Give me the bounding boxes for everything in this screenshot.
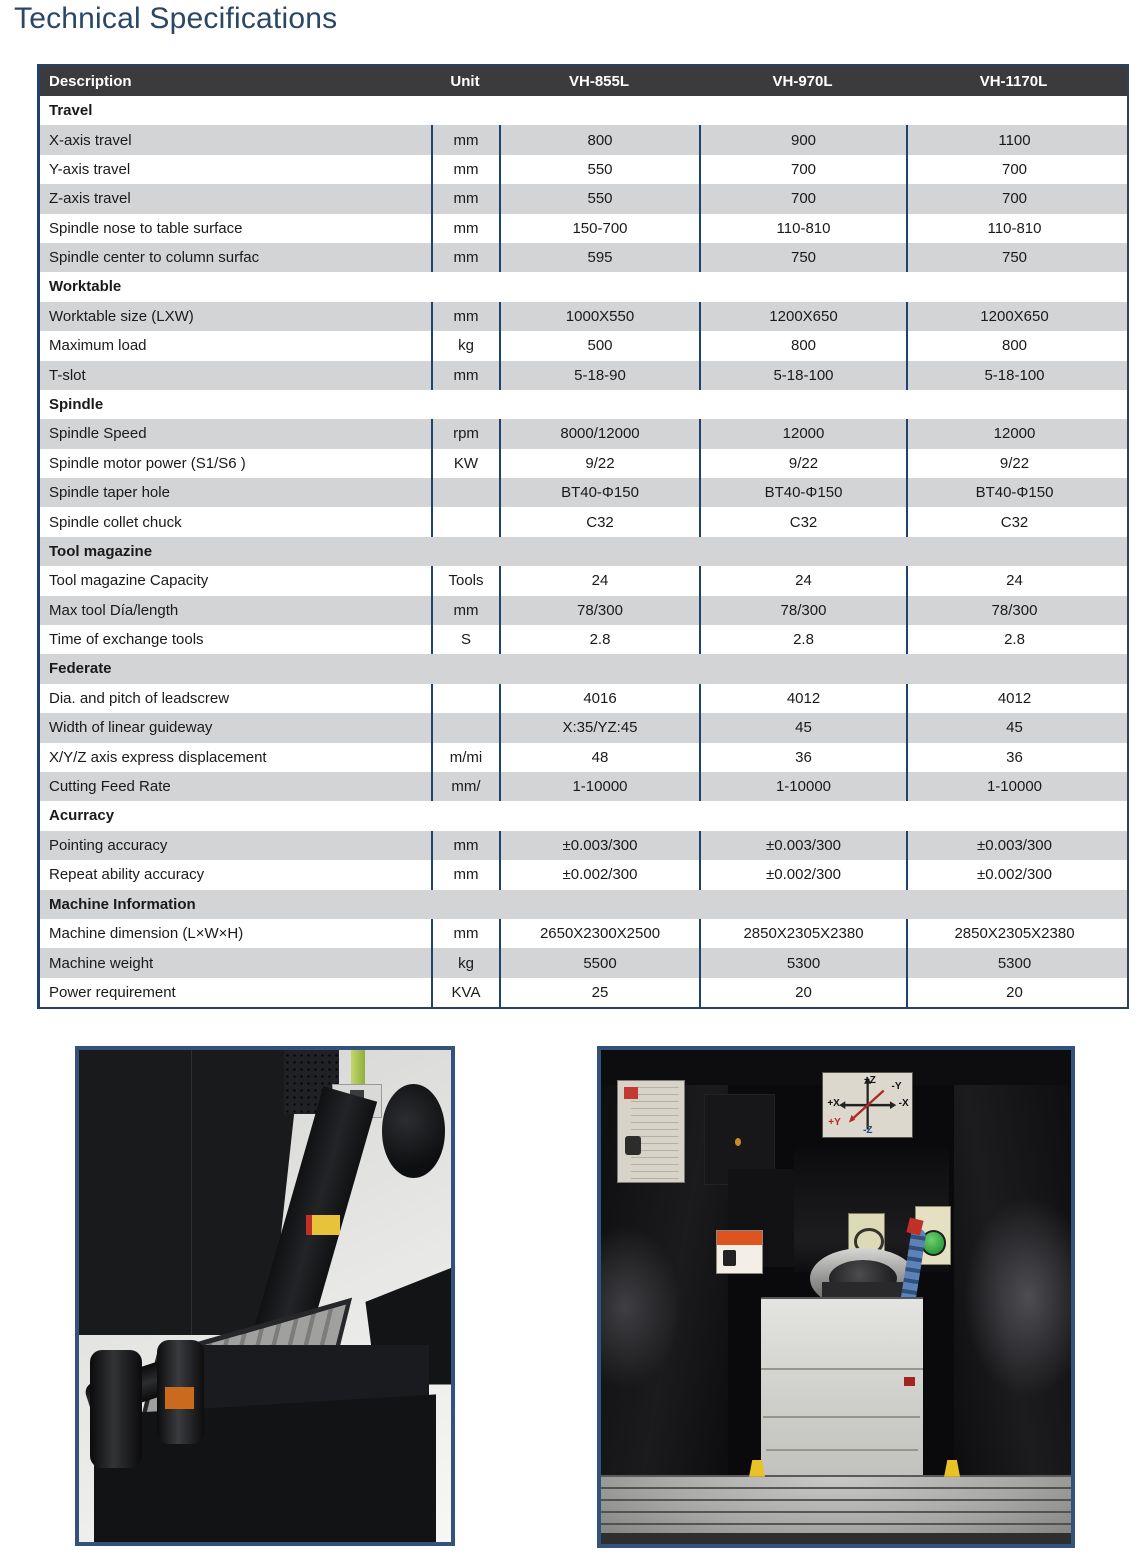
cell-vh970l: 20	[699, 978, 906, 1007]
cell-description: Spindle Speed	[49, 425, 147, 443]
cell-vh970l: 4012	[699, 684, 906, 713]
cell-vh1170l: 36	[906, 743, 1121, 772]
table-row	[40, 596, 1127, 625]
section-header-row: Acurracy	[40, 801, 1127, 830]
machine-base	[94, 1394, 436, 1542]
cell-description: Tool magazine Capacity	[49, 572, 209, 590]
cell-unit: mm	[431, 214, 499, 243]
cell-vh970l: ±0.002/300	[699, 860, 906, 889]
cell-vh1170l: 700	[906, 155, 1121, 184]
cell-description: Spindle collet chuck	[49, 513, 182, 531]
cell-vh970l: 2850X2305X2380	[699, 919, 906, 948]
section-header-row: Spindle	[40, 390, 1127, 419]
cell-unit: S	[431, 625, 499, 654]
table-row	[40, 243, 1127, 272]
cell-description: Machine weight	[49, 954, 154, 972]
cell-vh1170l: 12000	[906, 419, 1121, 448]
cell-description: Pointing accuracy	[49, 836, 168, 854]
column-header-unit: Unit	[450, 72, 480, 90]
cell-vh855l: ±0.002/300	[499, 860, 699, 889]
cell-vh1170l: ±0.002/300	[906, 860, 1121, 889]
label-pictogram	[625, 1136, 641, 1154]
cell-description: Z-axis travel	[49, 190, 131, 208]
warning-label-pictogram	[723, 1250, 737, 1266]
cell-vh1170l: 1-10000	[906, 772, 1121, 801]
cell-description: Y-axis travel	[49, 160, 131, 178]
cell-vh970l: 700	[699, 184, 906, 213]
table-row	[40, 713, 1127, 742]
cell-vh970l: 5300	[699, 948, 906, 977]
cell-unit	[431, 507, 499, 536]
table-row	[40, 302, 1127, 331]
table-row	[40, 507, 1127, 536]
cell-vh855l: 150-700	[499, 214, 699, 243]
cell-vh1170l: 1100	[906, 125, 1121, 154]
cell-description: Spindle taper hole	[49, 484, 170, 502]
cell-unit: mm	[431, 243, 499, 272]
cell-vh855l: 24	[499, 566, 699, 595]
cell-vh1170l: 78/300	[906, 596, 1121, 625]
orange-warning-band	[165, 1387, 195, 1409]
cell-vh855l: 595	[499, 243, 699, 272]
cell-vh970l: 900	[699, 125, 906, 154]
cell-vh970l: 2.8	[699, 625, 906, 654]
orange-warning-label	[716, 1230, 763, 1273]
cell-vh970l: 5-18-100	[699, 361, 906, 390]
cell-unit: kg	[431, 331, 499, 360]
table-row	[40, 478, 1127, 507]
table-row	[40, 831, 1127, 860]
cell-vh855l: X:35/YZ:45	[499, 713, 699, 742]
cell-vh1170l: 2850X2305X2380	[906, 919, 1121, 948]
cell-vh855l: ±0.003/300	[499, 831, 699, 860]
spec-table	[37, 64, 1129, 1009]
axis-label-plus-x: +X	[827, 1097, 840, 1109]
table-row	[40, 361, 1127, 390]
cell-vh970l: 12000	[699, 419, 906, 448]
cell-vh855l: 4016	[499, 684, 699, 713]
cell-vh855l: 78/300	[499, 596, 699, 625]
table-row	[40, 419, 1127, 448]
axis-label-minus-y: -Y	[891, 1081, 902, 1093]
axis-label-plus-z: +Z	[863, 1074, 876, 1086]
cell-vh1170l: 110-810	[906, 214, 1121, 243]
cell-description: Maximum load	[49, 337, 147, 355]
table-row	[40, 331, 1127, 360]
cell-vh855l: 48	[499, 743, 699, 772]
axis-diagram-sticker	[822, 1072, 913, 1138]
axis-label-minus-z: -Z	[863, 1124, 873, 1136]
cell-vh970l: 1200X650	[699, 302, 906, 331]
spec-table-body	[40, 96, 1127, 1007]
cell-unit	[431, 713, 499, 742]
cell-vh855l: 25	[499, 978, 699, 1007]
axis-label-minus-x: -X	[898, 1097, 909, 1109]
cell-unit: mm/	[431, 772, 499, 801]
cover-segment-line	[761, 1368, 923, 1370]
cell-description: Time of exchange tools	[49, 631, 204, 649]
cell-description: Repeat ability accuracy	[49, 866, 205, 884]
cell-vh855l: 800	[499, 125, 699, 154]
axis-label-plus-y: +Y	[828, 1117, 841, 1129]
light-reflection-left	[597, 1218, 686, 1396]
cell-vh970l: 800	[699, 331, 906, 360]
conveyor-drive-disc	[382, 1084, 445, 1177]
cell-vh970l: 78/300	[699, 596, 906, 625]
cell-vh1170l: 9/22	[906, 449, 1121, 478]
cell-vh970l: 36	[699, 743, 906, 772]
cell-vh970l: 9/22	[699, 449, 906, 478]
cell-unit: Tools	[431, 566, 499, 595]
cell-vh1170l: 800	[906, 331, 1121, 360]
cell-unit: rpm	[431, 419, 499, 448]
cell-vh855l: 5-18-90	[499, 361, 699, 390]
table-row	[40, 860, 1127, 889]
cover-segment-line	[763, 1416, 920, 1418]
machine-interior-photo	[597, 1046, 1075, 1548]
coolant-pump-left	[90, 1350, 142, 1468]
cell-vh1170l: 5-18-100	[906, 361, 1121, 390]
cell-vh855l: 9/22	[499, 449, 699, 478]
cell-unit: m/mi	[431, 743, 499, 772]
cell-unit: mm	[431, 125, 499, 154]
cell-vh1170l: 700	[906, 184, 1121, 213]
cell-vh1170l: 5300	[906, 948, 1121, 977]
cell-vh1170l: 4012	[906, 684, 1121, 713]
cell-vh855l: 1-10000	[499, 772, 699, 801]
section-header-row: Travel	[40, 96, 1127, 125]
cell-vh855l: 550	[499, 184, 699, 213]
column-header-vh970l: VH-970L	[772, 72, 833, 90]
column-header-vh1170l: VH-1170L	[979, 72, 1048, 90]
cell-unit	[431, 478, 499, 507]
cell-unit: mm	[431, 302, 499, 331]
cell-unit: kg	[431, 948, 499, 977]
cell-description: Spindle nose to table surface	[49, 219, 243, 237]
cell-vh1170l: 750	[906, 243, 1121, 272]
cell-unit: KVA	[431, 978, 499, 1007]
worktable-front-edge	[601, 1533, 1071, 1544]
table-row	[40, 125, 1127, 154]
light-reflection-right	[958, 1188, 1075, 1405]
page-title: Technical Specifications	[14, 2, 338, 35]
panel-seam	[191, 1050, 192, 1335]
section-header-row: Federate	[40, 654, 1127, 683]
table-row	[40, 214, 1127, 243]
cell-vh970l: BT40-Φ150	[699, 478, 906, 507]
cell-unit: mm	[431, 184, 499, 213]
table-row	[40, 772, 1127, 801]
cell-vh970l: 110-810	[699, 214, 906, 243]
cell-unit: mm	[431, 860, 499, 889]
cell-description: Spindle center to column surfac	[49, 249, 260, 267]
chip-conveyor-photo	[75, 1046, 455, 1546]
table-row	[40, 449, 1127, 478]
cell-description: Cutting Feed Rate	[49, 778, 171, 796]
cell-vh970l: 45	[699, 713, 906, 742]
cell-vh970l: 700	[699, 155, 906, 184]
column-header-description: Description	[49, 72, 132, 90]
cell-vh855l: 2.8	[499, 625, 699, 654]
section-header-row: Machine Information	[40, 890, 1127, 919]
cover-red-tag	[904, 1377, 915, 1386]
cell-unit: mm	[431, 831, 499, 860]
cell-description: Machine dimension (L×W×H)	[49, 925, 244, 943]
cell-description: Max tool Día/length	[49, 601, 179, 619]
label-red-mark	[624, 1087, 638, 1099]
cell-vh855l: 5500	[499, 948, 699, 977]
section-header-row: Tool magazine	[40, 537, 1127, 566]
cell-vh855l: 2650X2300X2500	[499, 919, 699, 948]
cell-vh970l: 1-10000	[699, 772, 906, 801]
cell-vh970l: 24	[699, 566, 906, 595]
cell-vh855l: BT40-Φ150	[499, 478, 699, 507]
cell-description: Power requirement	[49, 983, 176, 1001]
cell-description: Width of linear guideway	[49, 719, 213, 737]
cell-vh1170l: 45	[906, 713, 1121, 742]
cell-description: T-slot	[49, 366, 86, 384]
cover-segment-line	[766, 1449, 918, 1451]
cell-vh970l: C32	[699, 507, 906, 536]
section-header-row: Worktable	[40, 272, 1127, 301]
table-row	[40, 743, 1127, 772]
cell-description: X-axis travel	[49, 131, 132, 149]
cell-description: X/Y/Z axis express displacement	[49, 748, 267, 766]
spec-table-header-row	[40, 66, 1127, 96]
cell-vh970l: 750	[699, 243, 906, 272]
way-cover	[761, 1297, 923, 1484]
column-header-vh855l: VH-855L	[568, 72, 630, 90]
cell-vh855l: 8000/12000	[499, 419, 699, 448]
cell-vh855l: 1000X550	[499, 302, 699, 331]
cell-vh1170l: BT40-Φ150	[906, 478, 1121, 507]
table-row	[40, 978, 1127, 1007]
safety-instructions-label	[617, 1080, 685, 1183]
cell-vh855l: 500	[499, 331, 699, 360]
warning-sticker	[306, 1215, 340, 1236]
cell-vh1170l: C32	[906, 507, 1121, 536]
table-row	[40, 625, 1127, 654]
indicator-dot	[735, 1138, 741, 1146]
cell-vh1170l: 20	[906, 978, 1121, 1007]
table-row	[40, 948, 1127, 977]
cell-vh855l: C32	[499, 507, 699, 536]
warning-label-header	[717, 1231, 762, 1244]
cell-unit	[431, 684, 499, 713]
cell-description: Spindle motor power (S1/S6 )	[49, 454, 246, 472]
cell-unit: mm	[431, 361, 499, 390]
table-row	[40, 684, 1127, 713]
cell-unit: mm	[431, 155, 499, 184]
table-row	[40, 155, 1127, 184]
cell-vh855l: 550	[499, 155, 699, 184]
table-row	[40, 919, 1127, 948]
cell-vh1170l: 2.8	[906, 625, 1121, 654]
cell-vh1170l: ±0.003/300	[906, 831, 1121, 860]
cell-description: Worktable size (LXW)	[49, 307, 194, 325]
cell-unit: KW	[431, 449, 499, 478]
cell-vh970l: ±0.003/300	[699, 831, 906, 860]
cell-vh1170l: 24	[906, 566, 1121, 595]
cell-vh1170l: 1200X650	[906, 302, 1121, 331]
table-row	[40, 184, 1127, 213]
table-row	[40, 566, 1127, 595]
cell-unit: mm	[431, 919, 499, 948]
cell-unit: mm	[431, 596, 499, 625]
cell-description: Dia. and pitch of leadscrew	[49, 690, 230, 707]
